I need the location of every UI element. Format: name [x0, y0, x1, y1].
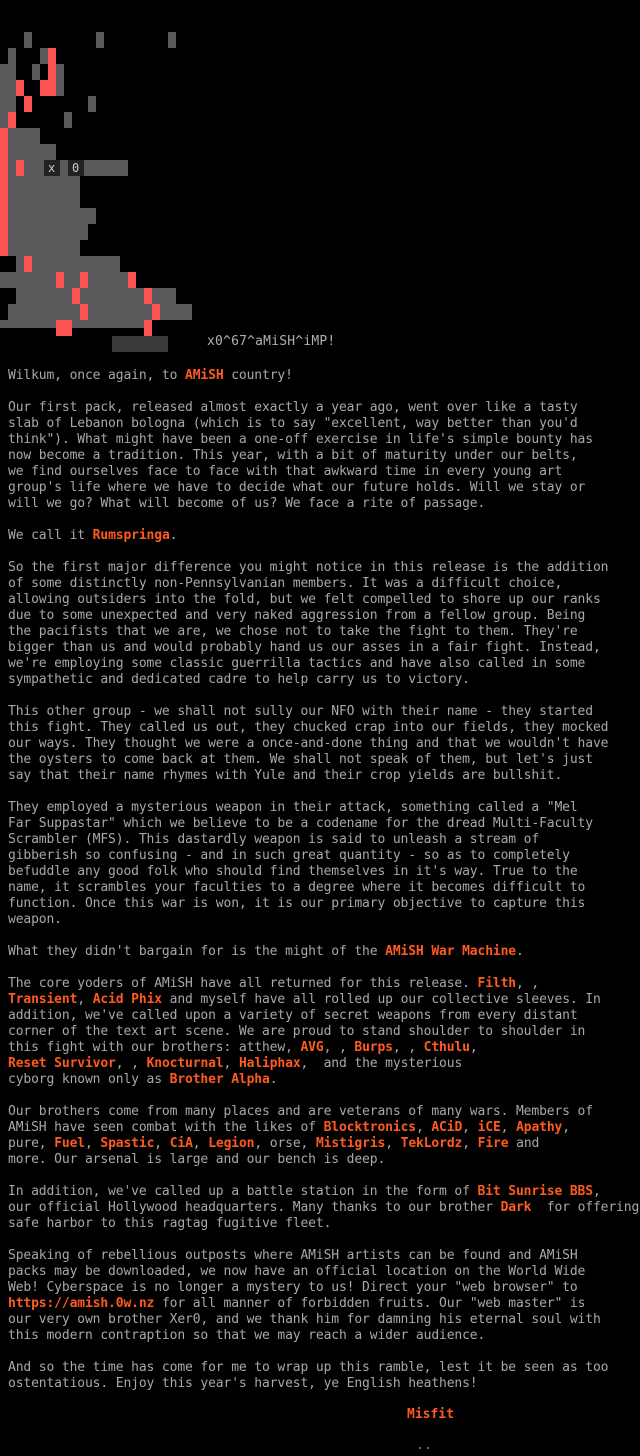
art-gray-block — [8, 224, 88, 240]
text-segment: , — [415, 1120, 432, 1135]
art-red-block — [144, 320, 152, 336]
highlighted-name: Dark — [500, 1200, 532, 1215]
text-line — [8, 1328, 640, 1344]
art-red-block — [72, 288, 80, 304]
text-segment: , — [84, 1136, 101, 1151]
highlighted-name: Cthulu — [423, 1040, 470, 1055]
text-segment: we're employing some classic guerrilla tactics and have also called in some — [8, 656, 586, 671]
author-signature: Misfit — [407, 1407, 454, 1422]
highlighted-name: Spastic — [100, 1136, 155, 1151]
art-gray-block — [56, 64, 64, 80]
text-line — [8, 432, 640, 448]
text-line — [8, 1200, 640, 1216]
text-segment: pure, — [8, 1136, 55, 1151]
text-segment: more. Our arsenal is large and our bench is deep. — [8, 1152, 386, 1167]
text-line — [8, 1216, 640, 1232]
text-segment: for offering — [531, 1200, 640, 1215]
text-segment: our ways. They thought we were a once-and-done thing and that we wouldn't have — [8, 736, 609, 751]
text-segment: think"). What might have been a one-off exercise in life's simple bounty has — [8, 432, 593, 447]
text-line — [8, 928, 640, 944]
highlighted-name: Blocktronics — [323, 1120, 416, 1135]
text-segment: cyborg known only as — [8, 1072, 170, 1087]
highlighted-name: Mistigris — [315, 1136, 386, 1151]
text-segment: now become a tradition. This year, with a bit of maturity under our belts, — [8, 448, 578, 463]
text-line — [8, 1296, 640, 1312]
art-gray-block — [64, 112, 72, 128]
art-gray-block — [88, 96, 96, 112]
text-segment: , orse, — [254, 1136, 316, 1151]
art-gray-block — [8, 208, 96, 224]
highlighted-name: Knocturnal — [146, 1056, 224, 1071]
art-eye-right: 0 — [72, 161, 80, 175]
text-segment: . — [515, 944, 524, 959]
highlighted-name: Fuel — [54, 1136, 85, 1151]
highlighted-name: TekLordz — [400, 1136, 463, 1151]
text-segment: function. Once this war is won, it is our primary objective to capture this — [8, 896, 586, 911]
art-eye-left: x — [48, 161, 56, 175]
text-segment: say that their name rhymes with Yule and their crop yields are bullshit. — [8, 768, 563, 783]
highlighted-name: Fire — [477, 1136, 509, 1151]
text-segment: Our brothers come from many places and are veterans of many wars. Members of — [8, 1104, 593, 1119]
highlighted-name: Transient — [8, 992, 78, 1007]
text-segment: group's life where we have to decide what our future holds. Will we stay or — [8, 480, 586, 495]
ansi-art-amish-figure — [0, 0, 340, 360]
text-segment: The core yoders of AMiSH have all returned for this release. — [8, 976, 478, 991]
text-segment: , — [192, 1136, 209, 1151]
text-line — [8, 1024, 640, 1040]
text-line — [8, 688, 640, 704]
text-segment: gibberish so confusing - and in such great quantity - so as to completely — [8, 848, 570, 863]
text-line — [8, 1264, 640, 1280]
art-red-block — [24, 96, 32, 112]
art-gray-block — [8, 48, 16, 64]
text-segment: country! — [223, 368, 293, 383]
text-line — [8, 1136, 640, 1152]
art-gray-block — [8, 128, 40, 144]
text-segment: , , — [115, 1056, 147, 1071]
text-line — [8, 784, 640, 800]
text-line — [8, 384, 640, 400]
text-line — [8, 1088, 640, 1104]
text-line — [8, 1152, 640, 1168]
art-gray-block — [168, 32, 176, 48]
text-segment: allowing outsiders into the fold, but we felt compelled to shore up our ranks — [8, 592, 601, 607]
text-segment: due to some unexpected and very naked aggression from a fellow group. Being — [8, 608, 586, 623]
art-red-block — [56, 272, 64, 288]
art-red-block — [0, 128, 8, 256]
text-line — [8, 960, 640, 976]
art-gray-block — [8, 176, 80, 192]
text-segment: our official Hollywood headquarters. Many thanks to our brother — [8, 1200, 501, 1215]
text-segment: our very own brother Xer0, and we thank him for damning his eternal soul with — [8, 1312, 601, 1327]
text-line — [8, 496, 640, 512]
text-segment: slab of Lebanon bologna (which is to say "excellent, way better than you'd — [8, 416, 578, 431]
art-red-block — [8, 112, 16, 128]
highlighted-name: Rumspringa — [92, 528, 170, 543]
text-line — [8, 768, 640, 784]
nfo-body-text — [8, 368, 640, 1392]
text-segment: , — [469, 1040, 478, 1055]
text-line — [8, 528, 640, 544]
text-line — [8, 1008, 640, 1024]
text-line — [8, 720, 640, 736]
text-segment: So the first major difference you might notice in this release is the addition — [8, 560, 609, 575]
text-line — [8, 800, 640, 816]
art-gray-block — [24, 32, 32, 48]
text-line — [8, 1120, 640, 1136]
text-line — [8, 832, 640, 848]
text-segment: addition, we've called upon a variety of secret weapons from every distant — [8, 1008, 578, 1023]
text-segment: sympathetic and dedicated cadre to help carry us to victory. — [8, 672, 470, 687]
text-line — [8, 480, 640, 496]
text-segment: packs may be downloaded, we now have an official location on the World Wide — [8, 1264, 586, 1279]
text-segment: for all manner of forbidden fruits. Our "web master" is — [154, 1296, 586, 1311]
text-segment: the pacifists that we are, we chose not to take the fight to them. They're — [8, 624, 578, 639]
art-red-block — [144, 288, 152, 304]
text-line — [8, 976, 640, 992]
text-line — [8, 1344, 640, 1360]
text-segment: this fight with our brothers: atthew, — [8, 1040, 301, 1055]
art-gray-blocks — [0, 32, 192, 328]
text-segment: Scrambler (MFS). This dastardly weapon is said to unleash a stream of — [8, 832, 540, 847]
text-segment: They employed a mysterious weapon in their attack, something called a "Mel — [8, 800, 578, 815]
art-red-block — [40, 80, 56, 96]
art-shade-block — [112, 336, 168, 352]
text-segment: , — [77, 992, 93, 1007]
text-segment: , — [385, 1136, 401, 1151]
text-segment: this fight. They called us out, they chucked crap into our fields, they mocked — [8, 720, 609, 735]
text-line — [8, 1104, 640, 1120]
text-segment: This other group - we shall not sully our NFO with their name - they started — [8, 704, 593, 719]
text-segment: And so the time has come for me to wrap up this ramble, lest it be seen as too — [8, 1360, 609, 1375]
art-gray-block — [0, 64, 16, 80]
text-segment: AMiSH have seen combat with the likes of — [8, 1120, 324, 1135]
highlighted-name: AVG — [300, 1040, 324, 1055]
art-gray-block — [0, 320, 56, 328]
text-line — [8, 624, 640, 640]
text-segment: befuddle any good folk who should find themselves in it's way. True to the — [8, 864, 578, 879]
art-red-block — [152, 304, 160, 320]
highlighted-name: Apathy — [516, 1120, 563, 1135]
text-line — [8, 912, 640, 928]
highlighted-name: ACiD — [431, 1120, 463, 1135]
text-segment: Web! Cyberspace is no longer a mystery to us! Direct your "web browser" to — [8, 1280, 578, 1295]
text-segment: , , — [515, 976, 540, 991]
text-line — [8, 512, 640, 528]
text-line — [8, 544, 640, 560]
art-gray-block — [72, 320, 152, 328]
text-line — [8, 592, 640, 608]
art-gray-block — [8, 240, 80, 256]
highlighted-name: iCE — [477, 1120, 501, 1135]
footer-dots: .. — [416, 1438, 432, 1453]
art-gray-block — [8, 304, 192, 320]
text-line — [8, 1312, 640, 1328]
text-segment: Wilkum, once again, to — [8, 368, 186, 383]
text-segment: , , — [323, 1040, 355, 1055]
art-gray-block — [40, 48, 48, 64]
text-segment: Speaking of rebellious outposts where AMiSH artists can be found and AMiSH — [8, 1248, 578, 1263]
highlighted-name: Brother Alpha — [169, 1072, 270, 1087]
text-line — [8, 560, 640, 576]
text-segment: , — [500, 1120, 517, 1135]
text-line — [8, 864, 640, 880]
art-red-block — [16, 80, 24, 96]
text-segment: safe harbor to this ragtag fugitive fleet. — [8, 1216, 332, 1231]
text-segment: and myself have all rolled up our collective sleeves. In — [161, 992, 601, 1007]
art-gray-block — [0, 96, 16, 112]
art-gray-block — [0, 112, 8, 128]
text-line — [8, 1280, 640, 1296]
text-segment: , — [592, 1184, 601, 1199]
text-line — [8, 1168, 640, 1184]
text-line — [8, 880, 640, 896]
text-line — [8, 608, 640, 624]
text-line — [8, 464, 640, 480]
text-segment: we find ourselves face to face with that awkward time in every young art — [8, 464, 563, 479]
text-segment: We call it — [8, 528, 93, 543]
art-red-block — [56, 320, 72, 336]
text-segment: . — [269, 1072, 278, 1087]
text-segment: Far Suppastar" which we believe to be a codename for the dread Multi-Faculty — [8, 816, 593, 831]
highlighted-name: Burps — [354, 1040, 393, 1055]
text-segment: corner of the text art scene. We are proud to stand shoulder to shoulder in — [8, 1024, 586, 1039]
text-segment: , — [462, 1136, 478, 1151]
text-segment: will we go? What will become of us? We face a rite of passage. — [8, 496, 486, 511]
text-line — [8, 1360, 640, 1376]
text-segment: What they didn't bargain for is the might of the — [8, 944, 386, 959]
text-line — [8, 736, 640, 752]
art-red-block — [16, 160, 24, 176]
art-signature-tag: x0^67^aMiSH^iMP! — [207, 334, 336, 349]
text-segment: and — [508, 1136, 540, 1151]
text-line — [8, 640, 640, 656]
text-segment: bigger than us and would probably hand us our asses in a fair fight. Instead, — [8, 640, 601, 655]
text-segment: , and the mysterious — [300, 1056, 463, 1071]
highlighted-name: AMiSH War Machine — [385, 944, 516, 959]
art-red-block — [128, 272, 136, 288]
art-red-block — [48, 48, 56, 80]
art-gray-block — [8, 144, 56, 160]
art-gray-block — [96, 32, 104, 48]
text-segment: . — [169, 528, 178, 543]
highlighted-name: Haliphax — [238, 1056, 301, 1071]
art-red-block — [80, 272, 88, 288]
highlighted-name: AMiSH — [185, 368, 224, 383]
art-gray-block — [8, 192, 80, 208]
text-line — [8, 816, 640, 832]
art-red-block — [80, 304, 88, 320]
text-line — [8, 1072, 640, 1088]
text-line — [8, 1184, 640, 1200]
highlighted-name: Bit Sunrise BBS — [477, 1184, 593, 1199]
text-line — [8, 416, 640, 432]
text-line — [8, 672, 640, 688]
text-line — [8, 848, 640, 864]
text-line — [8, 576, 640, 592]
highlighted-name: https://amish.0w.nz — [8, 1296, 155, 1311]
text-line — [8, 400, 640, 416]
text-segment: , — [154, 1136, 170, 1151]
text-line — [8, 1248, 640, 1264]
text-segment: In addition, we've called up a battle station in the form of — [8, 1184, 478, 1199]
text-line — [8, 1040, 640, 1056]
text-line — [8, 368, 640, 384]
highlighted-name: Legion — [208, 1136, 255, 1151]
text-segment: ostentatious. Enjoy this year's harvest, ye English heathens! — [8, 1376, 478, 1391]
text-segment: , , — [392, 1040, 424, 1055]
text-segment: the oysters to come back at them. We shall not speak of them, but let's just — [8, 752, 593, 767]
text-line — [8, 1056, 640, 1072]
text-line — [8, 896, 640, 912]
text-line — [8, 752, 640, 768]
text-segment: , — [562, 1120, 570, 1135]
text-line — [8, 656, 640, 672]
art-red-block — [24, 256, 32, 272]
highlighted-name: CiA — [169, 1136, 193, 1151]
text-segment: name, it scrambles your faculties to a degree where it becomes difficult to — [8, 880, 586, 895]
text-line — [8, 704, 640, 720]
highlighted-name: Acid Phix — [92, 992, 162, 1007]
text-segment: Our first pack, released almost exactly a year ago, went over like a tasty — [8, 400, 578, 415]
text-segment: , — [462, 1120, 478, 1135]
art-gray-block — [56, 80, 64, 96]
text-line — [8, 992, 640, 1008]
art-gray-block — [32, 64, 40, 80]
text-segment: , — [223, 1056, 239, 1071]
text-segment: of some distinctly non-Pennsylvanian members. It was a difficult choice, — [8, 576, 563, 591]
text-line — [8, 944, 640, 960]
highlighted-name: Reset Survivor — [8, 1056, 116, 1071]
highlighted-name: Filth — [477, 976, 516, 991]
text-segment: weapon. — [8, 912, 62, 927]
text-line — [8, 1232, 640, 1248]
text-segment: this modern contraption so that we may reach a wider audience. — [8, 1328, 486, 1343]
text-line — [8, 1376, 640, 1392]
text-line — [8, 448, 640, 464]
